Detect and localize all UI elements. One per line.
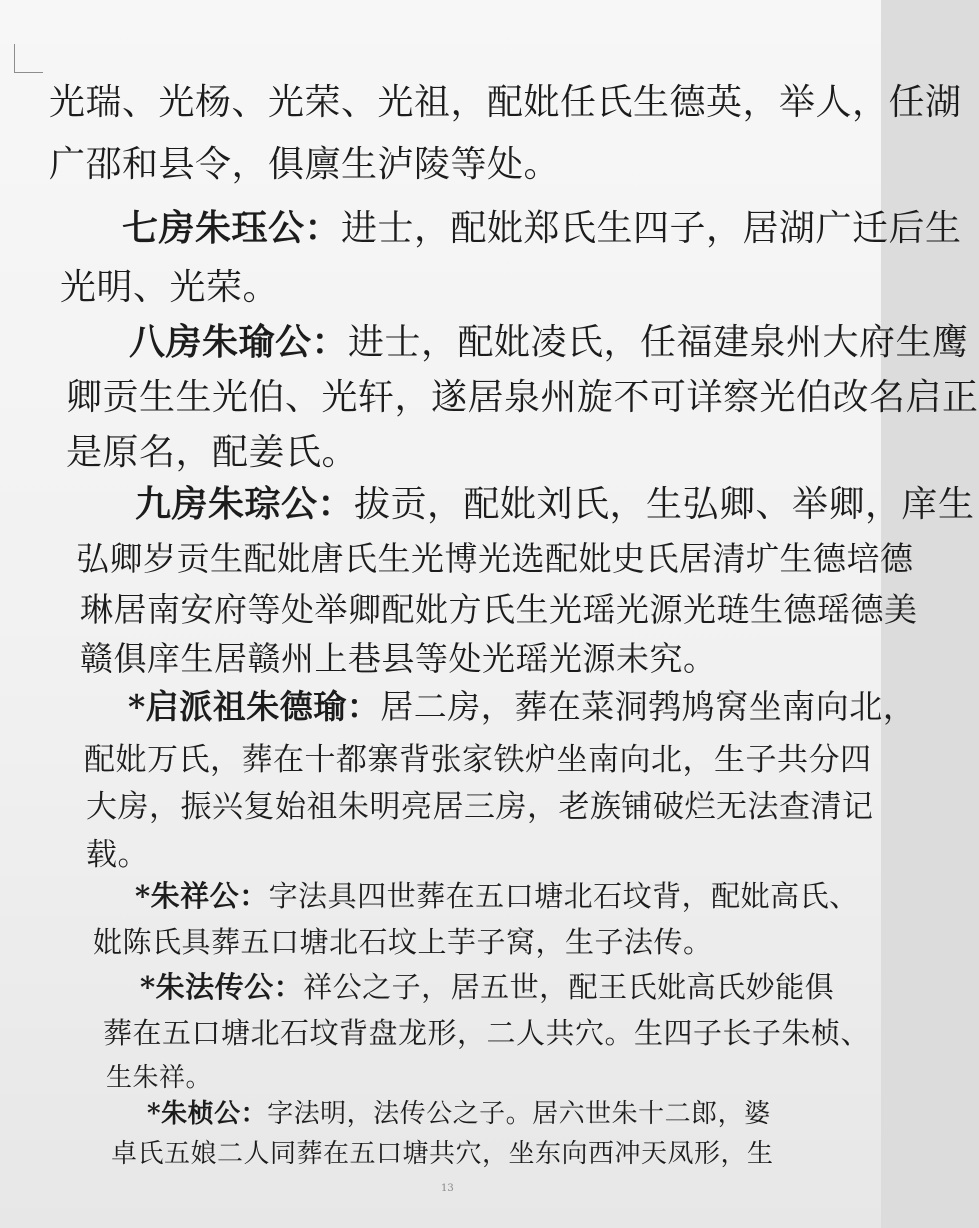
section-heading: *朱法传公： (140, 970, 304, 1004)
text-line (122, 200, 962, 251)
text-line (86, 829, 149, 874)
text-line-body: 葬在五口塘北石坟背盘龙形，二人共穴。生四子长子朱桢、 (103, 1016, 871, 1050)
text-line (80, 633, 717, 680)
text-line (49, 74, 962, 125)
text-line-body: 琳居南安府等处举卿配妣方氏生光瑶光源光琏生德瑶德美 (80, 590, 918, 629)
text-line-body: 光瑞、光杨、光荣、光祖，配妣任氏生德英，举人，任湖 (49, 82, 962, 123)
text-line (135, 476, 975, 527)
text-line-body: 配妣万氏，葬在十都寨背张家铁炉坐南向北，生子共分四 (84, 742, 872, 778)
text-line-body: 卓氏五娘二人同葬在五口塘共穴，坐东向西冲天凤形，生 (111, 1139, 774, 1169)
text-line-body: 赣俱庠生居赣州上巷县等处光瑶光源未究。 (80, 639, 717, 678)
text-line-body: 弘卿岁贡生配妣唐氏生光博光选配妣史氏居清圹生德培德 (76, 539, 914, 578)
text-line-body: 生朱祥。 (106, 1063, 213, 1093)
text-line-body: 拔贡，配妣刘氏，生弘卿、举卿，庠生 (354, 484, 975, 525)
text-line-body: 大房，振兴复始祖朱明亮居三房，老族铺破烂无法查清记 (86, 789, 874, 825)
text-line-body: 进士，配妣郑氏生四子，居湖广迁后生 (341, 208, 962, 249)
text-line (76, 533, 914, 580)
text-line-body: 光明、光荣。 (60, 267, 280, 308)
section-heading: *启派祖朱德瑜： (128, 687, 381, 726)
text-line-body: 载。 (86, 837, 149, 873)
text-line (60, 259, 279, 310)
text-line (129, 314, 969, 365)
section-heading: 八房朱瑜公： (129, 321, 349, 363)
text-line (93, 920, 713, 961)
text-line (140, 965, 834, 1006)
section-heading: 九房朱琮公： (135, 483, 355, 525)
section-heading: *朱祥公： (135, 879, 269, 913)
text-line-body: 广邵和县令，俱廪生泸陵等处。 (49, 144, 561, 185)
text-line (135, 874, 859, 915)
text-line (80, 584, 918, 631)
text-line (106, 1057, 212, 1094)
text-line-body: 祥公之子，居五世，配王氏妣高氏妙能俱 (303, 970, 835, 1004)
text-line-body: 进士，配妣凌氏，任福建泉州大府生鹰 (348, 322, 969, 363)
text-line (86, 781, 874, 826)
text-line-body: 妣陈氏具葬五口塘北石坟上芋子窝，生子法传。 (93, 925, 713, 959)
section-heading: *朱桢公： (147, 1099, 268, 1129)
text-line (49, 136, 560, 187)
text-line (128, 681, 916, 728)
page-number: 13 (441, 1183, 454, 1194)
text-line (84, 734, 872, 779)
text-line-body: 卿贡生生光伯、光轩，遂居泉州旋不可详察光伯改名启正 (66, 377, 979, 418)
section-heading: 七房朱珏公： (122, 207, 342, 249)
text-line (147, 1093, 771, 1130)
text-line-body: 居二房，葬在菜洞鹁鸠窝坐南向北， (380, 687, 917, 726)
text-line (103, 1011, 870, 1052)
text-line-body: 字法具四世葬在五口塘北石坟背，配妣高氏、 (268, 879, 859, 913)
text-line (111, 1133, 774, 1170)
text-line (66, 369, 979, 420)
text-line-body: 是原名，配姜氏。 (66, 432, 359, 473)
text-line (66, 424, 358, 475)
text-line-body: 字法明，法传公之子。居六世朱十二郎，婆 (267, 1099, 771, 1129)
